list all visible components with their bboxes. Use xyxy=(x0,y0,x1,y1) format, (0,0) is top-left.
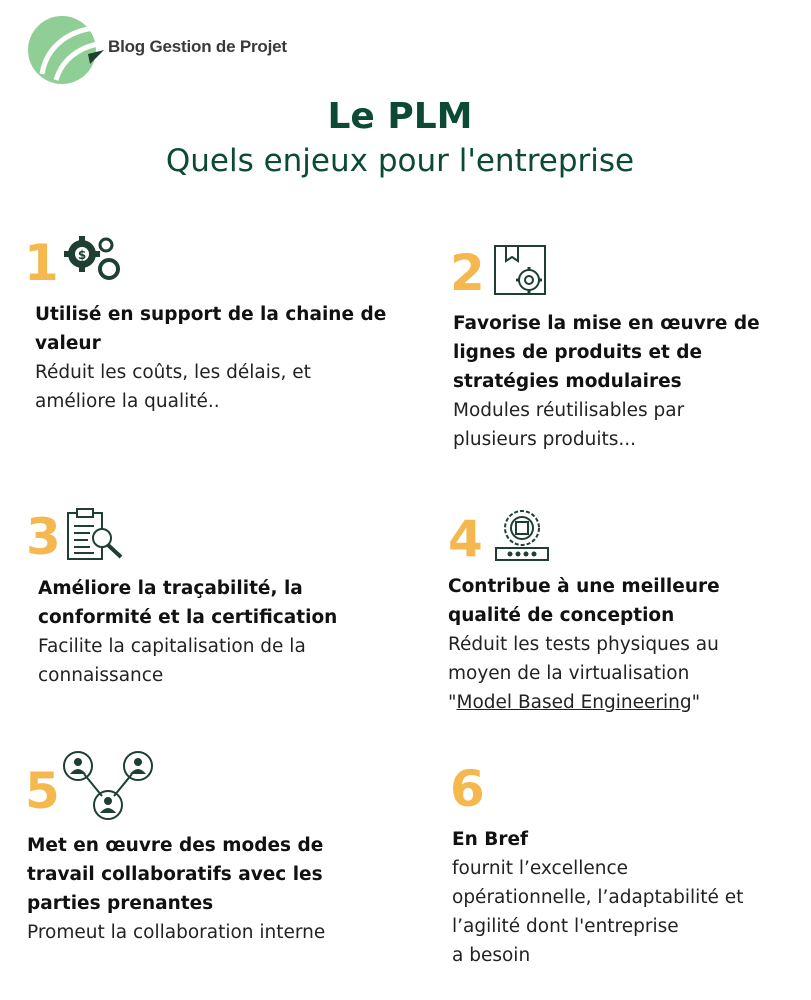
item-6-heading: En Bref xyxy=(452,829,529,850)
item-2-body: Modules réutilisables par plusieurs produits... xyxy=(453,400,685,450)
box-gear-icon xyxy=(492,243,548,297)
item-3-number: 3 xyxy=(26,508,61,566)
item-4-number: 4 xyxy=(448,510,483,568)
item-2-heading: Favorise la mise en œuvre de lignes de produits et de stratégies modulaires xyxy=(453,313,760,392)
item-1-body: Réduit les coûts, les délais, et améliore la qualité.. xyxy=(35,362,311,412)
brand-name: Blog Gestion de Projet xyxy=(108,37,287,56)
item-4-heading: Contribue à une meilleure qualité de conception xyxy=(448,576,720,626)
clipboard-search-icon xyxy=(66,508,124,562)
item-5-body: Promeut la collaboration interne xyxy=(27,922,326,943)
item-6-body: fournit l’excellence opérationnelle, l’adaptabilité et l’agilité dont l'entreprise a besoin xyxy=(452,858,744,966)
item-3-body: Facilite la capitalisation de la connaissance xyxy=(38,636,306,686)
item-2-number: 2 xyxy=(450,244,485,302)
item-3-heading: Améliore la traçabilité, la conformité et la certification xyxy=(38,578,338,628)
gears-dollar-icon xyxy=(64,234,126,284)
page-title: Le PLM xyxy=(327,96,473,137)
item-5-heading: Met en œuvre des modes de travail collaboratifs avec les parties prenantes xyxy=(27,835,324,914)
quality-badge-icon xyxy=(492,508,552,564)
svg-text:$: $ xyxy=(77,248,87,262)
item-4-body: Réduit les tests physiques au moyen de la virtualisation "Model Based Engineering" xyxy=(448,634,719,713)
page-subtitle: Quels enjeux pour l'entreprise xyxy=(165,143,635,179)
item-1-number: 1 xyxy=(24,234,59,292)
item-1-heading: Utilisé en support de la chaine de valeur xyxy=(35,304,387,354)
item-6-number: 6 xyxy=(450,760,485,818)
network-people-icon xyxy=(62,750,154,822)
logo-icon xyxy=(24,14,104,86)
model-based-engineering-link[interactable]: Model Based Engineering xyxy=(456,692,692,713)
item-5-number: 5 xyxy=(25,762,60,820)
